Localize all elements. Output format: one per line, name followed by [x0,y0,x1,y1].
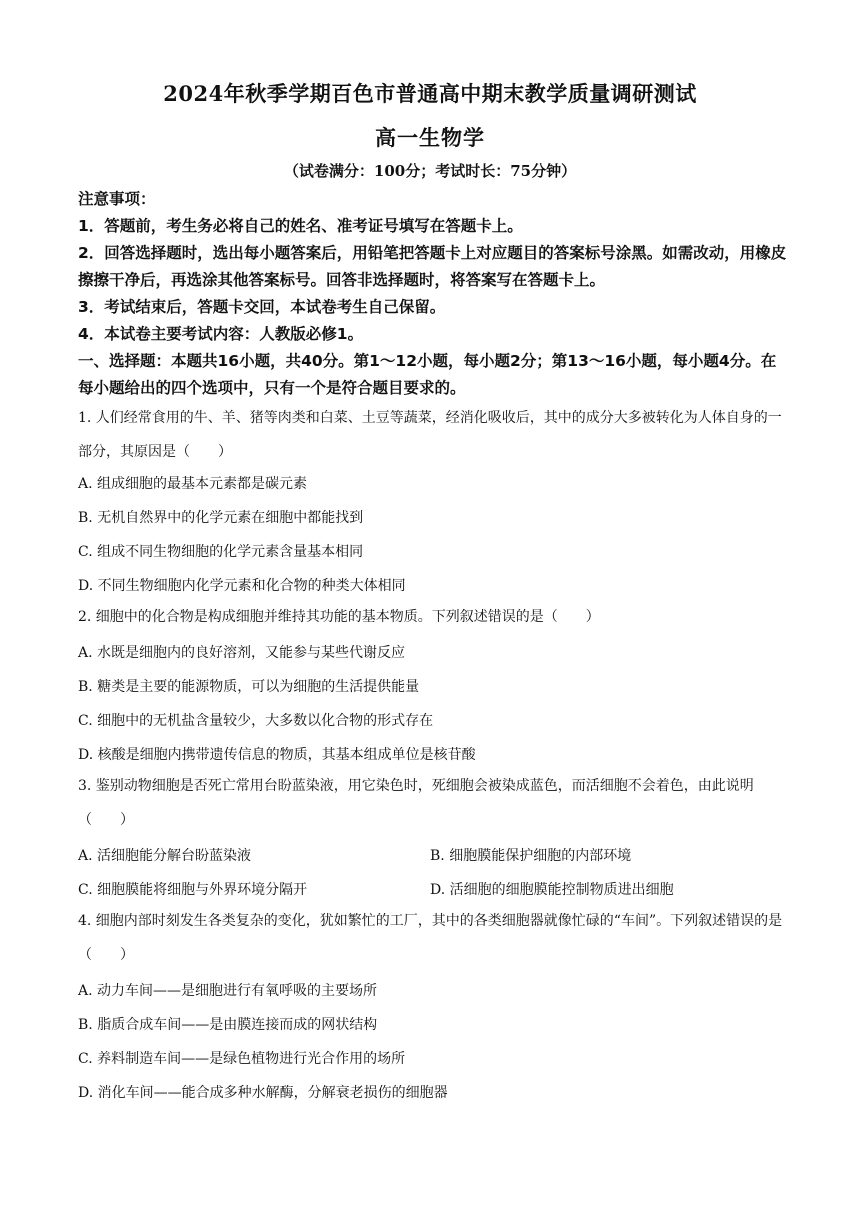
question-option: C. 组成不同生物细胞的化学元素含量基本相同 [78,544,364,560]
question-stem: 2. 细胞中的化合物是构成细胞并维持其功能的基本物质。下列叙述错误的是（ ） [78,609,600,625]
question-option: B. 无机自然界中的化学元素在细胞中都能找到 [78,510,364,526]
question-option: B. 糖类是主要的能源物质，可以为细胞的生活提供能量 [78,679,420,695]
exam-title: 2024年秋季学期百色市普通高中期末教学质量调研测试 [163,81,697,106]
question-option: D. 不同生物细胞内化学元素和化合物的种类大体相同 [78,578,406,594]
note-item: 4．本试卷主要考试内容：人教版必修1。 [78,325,364,343]
question-option: B. 脂质合成车间——是由膜连接而成的网状结构 [78,1017,378,1033]
section-heading: 一、选择题：本题共16小题，共40分。第1～12小题，每小题2分；第13～16小题，每小题4分。在每小题给出的四个选项中，只有一个是符合题目要求的。 [78,352,777,397]
question-option: D. 活细胞的细胞膜能控制物质进出细胞 [430,882,674,898]
question-option: A. 组成细胞的最基本元素都是碳元素 [78,476,308,492]
notes-heading: 注意事项： [78,190,156,208]
question-option: B. 细胞膜能保护细胞的内部环境 [430,848,632,864]
question-option: C. 细胞中的无机盐含量较少，大多数以化合物的形式存在 [78,713,434,729]
question-option: A. 动力车间——是细胞进行有氧呼吸的主要场所 [78,983,378,999]
question-stem: 3. 鉴别动物细胞是否死亡常用台盼蓝染液，用它染色时，死细胞会被染成蓝色，而活细胞不会着色，由此说明（ ） [78,778,754,828]
subject-title: 高一生物学 [375,125,485,150]
question-option: A. 活细胞能分解台盼蓝染液 [78,848,252,864]
question-stem: 4. 细胞内部时刻发生各类复杂的变化，犹如繁忙的工厂，其中的各类细胞器就像忙碌的“车间”。下列叙述错误的是（ ） [78,913,783,963]
question-stem: 1. 人们经常食用的牛、羊、猪等肉类和白菜、土豆等蔬菜，经消化吸收后，其中的成分大多被转化为人体自身的一部分，其原因是（ ） [78,410,782,460]
question-option: A. 水既是细胞内的良好溶剂，又能参与某些代谢反应 [78,645,406,661]
exam-meta: （试卷满分：100分；考试时长：75分钟） [283,162,577,180]
question-option: D. 核酸是细胞内携带遗传信息的物质，其基本组成单位是核苷酸 [78,747,476,763]
question-option: C. 养料制造车间——是绿色植物进行光合作用的场所 [78,1051,406,1067]
question-option: C. 细胞膜能将细胞与外界环境分隔开 [78,882,308,898]
note-item: 2．回答选择题时，选出每小题答案后，用铅笔把答题卡上对应题目的答案标号涂黑。如需改动，用橡皮擦擦干净后，再选涂其他答案标号。回答非选择题时，将答案写在答题卡上。 [78,244,787,289]
note-item: 1．答题前，考生务必将自己的姓名、准考证号填写在答题卡上。 [78,217,523,235]
note-item: 3．考试结束后，答题卡交回，本试卷考生自己保留。 [78,298,446,316]
question-option: D. 消化车间——能合成多种水解酶，分解衰老损伤的细胞器 [78,1085,448,1101]
